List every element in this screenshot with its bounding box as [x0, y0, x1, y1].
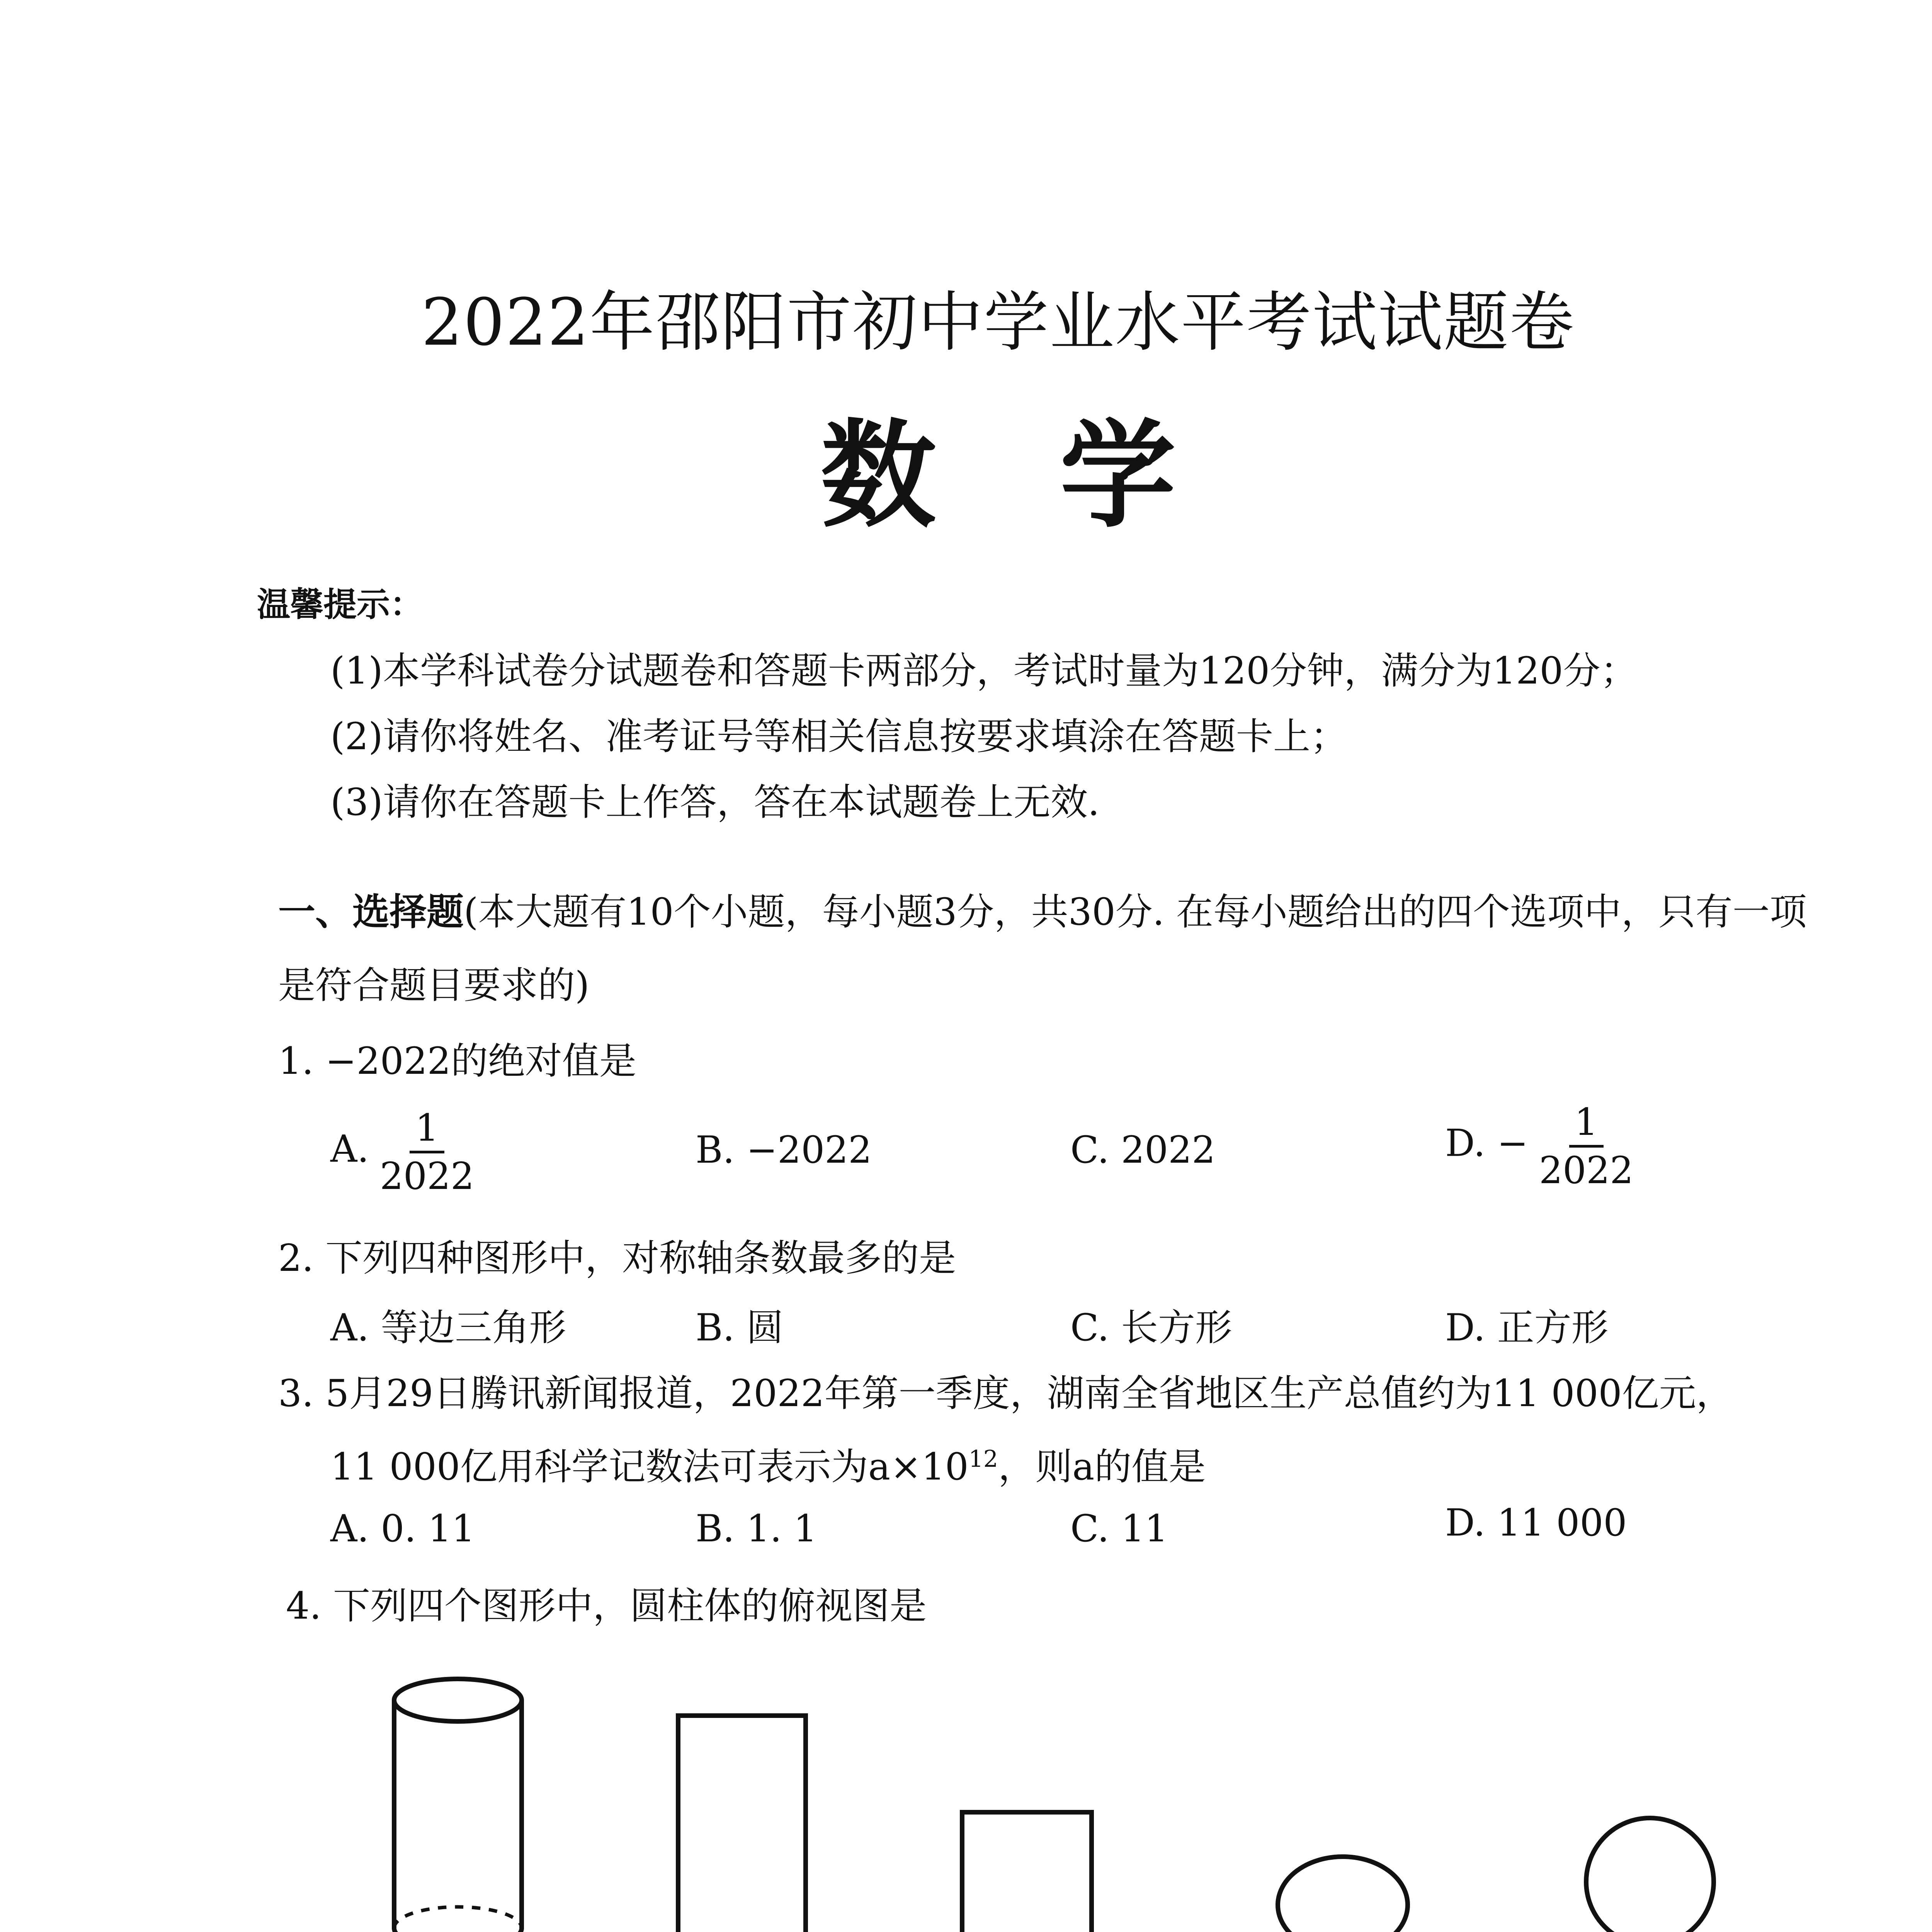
- question-3-option-b: B. 1. 1: [696, 1507, 817, 1550]
- cylinder-top-ellipse: [394, 1679, 522, 1721]
- option-a-prefix: A.: [330, 1127, 369, 1171]
- tip-item-3: (3)请你在答题卡上作答，答在本试题卷上无效.: [330, 781, 1100, 824]
- denominator: 2022: [379, 1155, 474, 1198]
- numerator: 1: [1569, 1099, 1604, 1148]
- option-d-prefix: D. −: [1445, 1121, 1529, 1165]
- tips-heading: 温馨提示：: [257, 585, 423, 624]
- question-2-stem: 2. 下列四种图形中，对称轴条数最多的是: [278, 1236, 956, 1280]
- question-2-option-c: C. 长方形: [1070, 1306, 1233, 1349]
- question-3-option-a: A. 0. 11: [330, 1507, 475, 1550]
- question-2-option-d: D. 正方形: [1445, 1306, 1609, 1349]
- exponent: 12: [968, 1446, 998, 1473]
- question-1-stem: 1. −2022的绝对值是: [278, 1039, 636, 1083]
- cylinder-bottom-front: [394, 1928, 522, 1932]
- cylinder-bottom-hidden: [394, 1907, 522, 1928]
- shape-d-circle: [1586, 1818, 1714, 1932]
- stem-text: 11 000亿用科学记数法可表示为a×10: [330, 1445, 969, 1488]
- subject-title: 数学: [820, 407, 1299, 543]
- shape-a-rectangle: [678, 1716, 806, 1932]
- shape-b-square: [962, 1812, 1092, 1932]
- denominator: 2022: [1539, 1149, 1634, 1192]
- stem-text: ，则a的值是: [998, 1445, 1206, 1488]
- section-label: 一、选择题: [278, 890, 464, 934]
- exam-title: 2022年邵阳市初中学业水平考试试题卷: [421, 284, 1575, 360]
- question-4-stem: 4. 下列四个图形中，圆柱体的俯视图是: [286, 1584, 927, 1628]
- numerator: 1: [410, 1105, 444, 1153]
- tip-item-2: (2)请你将姓名、准考证号等相关信息按要求填涂在答题卡上；: [330, 715, 1347, 758]
- question-3-stem-line-1: 3. 5月29日腾讯新闻报道，2022年第一季度，湖南全省地区生产总值约为11 000亿元，: [278, 1372, 1733, 1415]
- question-2-option-b: B. 圆: [696, 1306, 784, 1349]
- cylinder-figure: [394, 1679, 522, 1932]
- question-1-option-b: B. −2022: [696, 1128, 872, 1172]
- question-1-option-c: C. 2022: [1070, 1128, 1216, 1172]
- question-2-option-a: A. 等边三角形: [330, 1306, 566, 1349]
- question-3-option-d: D. 11 000: [1445, 1501, 1627, 1544]
- question-3-option-c: C. 11: [1070, 1507, 1168, 1550]
- tip-item-1: (1)本学科试卷分试题卷和答题卡两部分，考试时量为120分钟，满分为120分；: [330, 649, 1638, 692]
- shape-c-ellipse: [1278, 1857, 1408, 1932]
- section-desc: (本大题有10个小题，每小题3分，共30分. 在每小题给出的四个选项中，只有一项是符合题目要求的): [278, 890, 1807, 1007]
